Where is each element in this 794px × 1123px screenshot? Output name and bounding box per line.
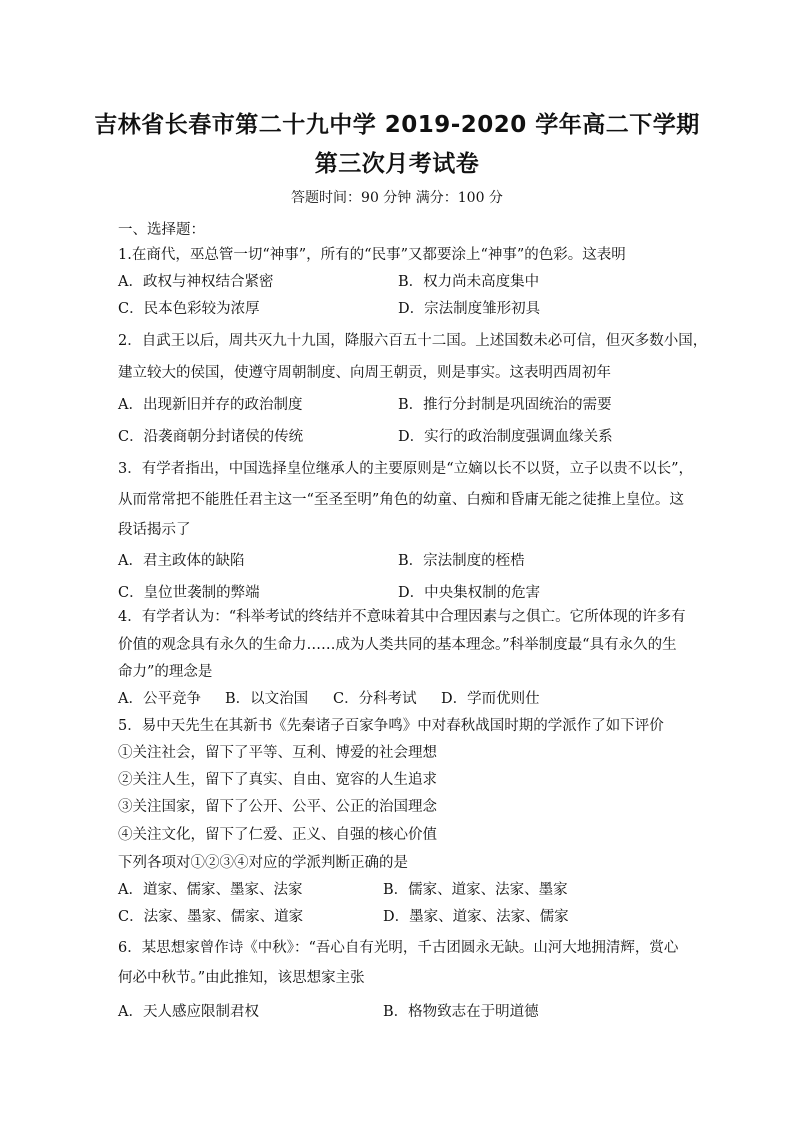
q1-option-b: B．权力尚未高度集中 bbox=[398, 274, 540, 290]
exam-meta: 答题时间：90 分钟 满分：100 分 bbox=[291, 190, 503, 206]
q2-stem-line2: 建立较大的侯国，使遵守周朝制度、向周王朝贡，则是事实。这表明西周初年 bbox=[118, 365, 611, 381]
q4-option-c: C．分科考试 bbox=[333, 691, 417, 707]
q4-stem-line3: 命力”的理念是 bbox=[118, 664, 213, 680]
q2-option-c: C．沿袭商朝分封诸侯的传统 bbox=[118, 429, 304, 445]
q4-stem-line1: 4．有学者认为：“科举考试的终结并不意味着其中合理因素与之俱亡。它所体现的许多有 bbox=[118, 609, 686, 625]
q4-option-d: D．学而优则仕 bbox=[441, 691, 540, 707]
q4-option-b: B．以文治国 bbox=[225, 691, 309, 707]
q5-item-1: ①关注社会，留下了平等、互利、博爱的社会理想 bbox=[118, 745, 437, 761]
q3-option-d: D．中央集权制的危害 bbox=[398, 585, 541, 601]
q6-option-a: A．天人感应限制君权 bbox=[118, 1004, 259, 1020]
q5-stem: 5．易中天先生在其新书《先秦诸子百家争鸣》中对春秋战国时期的学派作了如下评价 bbox=[118, 718, 664, 734]
exam-title-line1: 吉林省长春市第二十九中学 2019-2020 学年高二下学期 bbox=[94, 112, 700, 138]
q3-stem-line2: 从而常常把不能胜任君主这一“至圣至明”角色的幼童、白痴和昏庸无能之徒推上皇位。这 bbox=[118, 492, 684, 508]
q3-stem-line3: 段话揭示了 bbox=[118, 522, 191, 538]
q2-stem-line1: 2．自武王以后，周共灭九十九国，降服六百五十二国。上述国数未必可信，但灭多数小国， bbox=[118, 333, 708, 349]
q6-stem-line2: 何必中秋节。”由此推知，该思想家主张 bbox=[118, 970, 365, 986]
q5-item-2: ②关注人生，留下了真实、自由、宽容的人生追求 bbox=[118, 772, 437, 788]
q1-option-d: D．宗法制度雏形初具 bbox=[398, 301, 541, 317]
q2-option-d: D．实行的政治制度强调血缘关系 bbox=[398, 429, 613, 445]
q5-option-b: B．儒家、道家、法家、墨家 bbox=[383, 882, 568, 898]
q5-prompt: 下列各项对①②③④对应的学派判断正确的是 bbox=[118, 855, 408, 871]
q4-option-a: A．公平竞争 bbox=[118, 691, 201, 707]
q2-option-a: A．出现新旧并存的政治制度 bbox=[118, 397, 303, 413]
q1-option-c: C．民本色彩较为浓厚 bbox=[118, 301, 260, 317]
q3-option-b: B．宗法制度的桎梏 bbox=[398, 553, 525, 569]
q3-option-a: A．君主政体的缺陷 bbox=[118, 553, 245, 569]
q1-stem: 1.在商代，巫总管一切“神事”，所有的“民事”又都要涂上“神事”的色彩。这表明 bbox=[118, 247, 626, 263]
section-heading: 一、选择题： bbox=[118, 222, 205, 238]
q5-option-a: A．道家、儒家、墨家、法家 bbox=[118, 882, 303, 898]
q5-option-c: C．法家、墨家、儒家、道家 bbox=[118, 909, 304, 925]
q4-stem-line2: 价值的观念具有永久的生命力……成为人类共同的基本理念。”科举制度最“具有永久的生 bbox=[118, 637, 677, 653]
q6-option-b: B．格物致志在于明道德 bbox=[383, 1004, 539, 1020]
q2-option-b: B．推行分封制是巩固统治的需要 bbox=[398, 397, 612, 413]
q3-option-c: C．皇位世袭制的弊端 bbox=[118, 585, 260, 601]
q5-item-4: ④关注文化，留下了仁爱、正义、自强的核心价值 bbox=[118, 827, 437, 843]
q5-item-3: ③关注国家，留下了公开、公平、公正的治国理念 bbox=[118, 799, 437, 815]
exam-title-line2: 第三次月考试卷 bbox=[314, 151, 480, 177]
q3-stem-line1: 3．有学者指出，中国选择皇位继承人的主要原则是“立嫡以长不以贤，立子以贵不以长”， bbox=[118, 461, 694, 477]
q5-option-d: D．墨家、道家、法家、儒家 bbox=[383, 909, 569, 925]
q6-stem-line1: 6．某思想家曾作诗《中秋》：“吾心自有光明，千古团圆永无缺。山河大地拥清辉，赏心 bbox=[118, 940, 679, 956]
q1-option-a: A．政权与神权结合紧密 bbox=[118, 274, 274, 290]
